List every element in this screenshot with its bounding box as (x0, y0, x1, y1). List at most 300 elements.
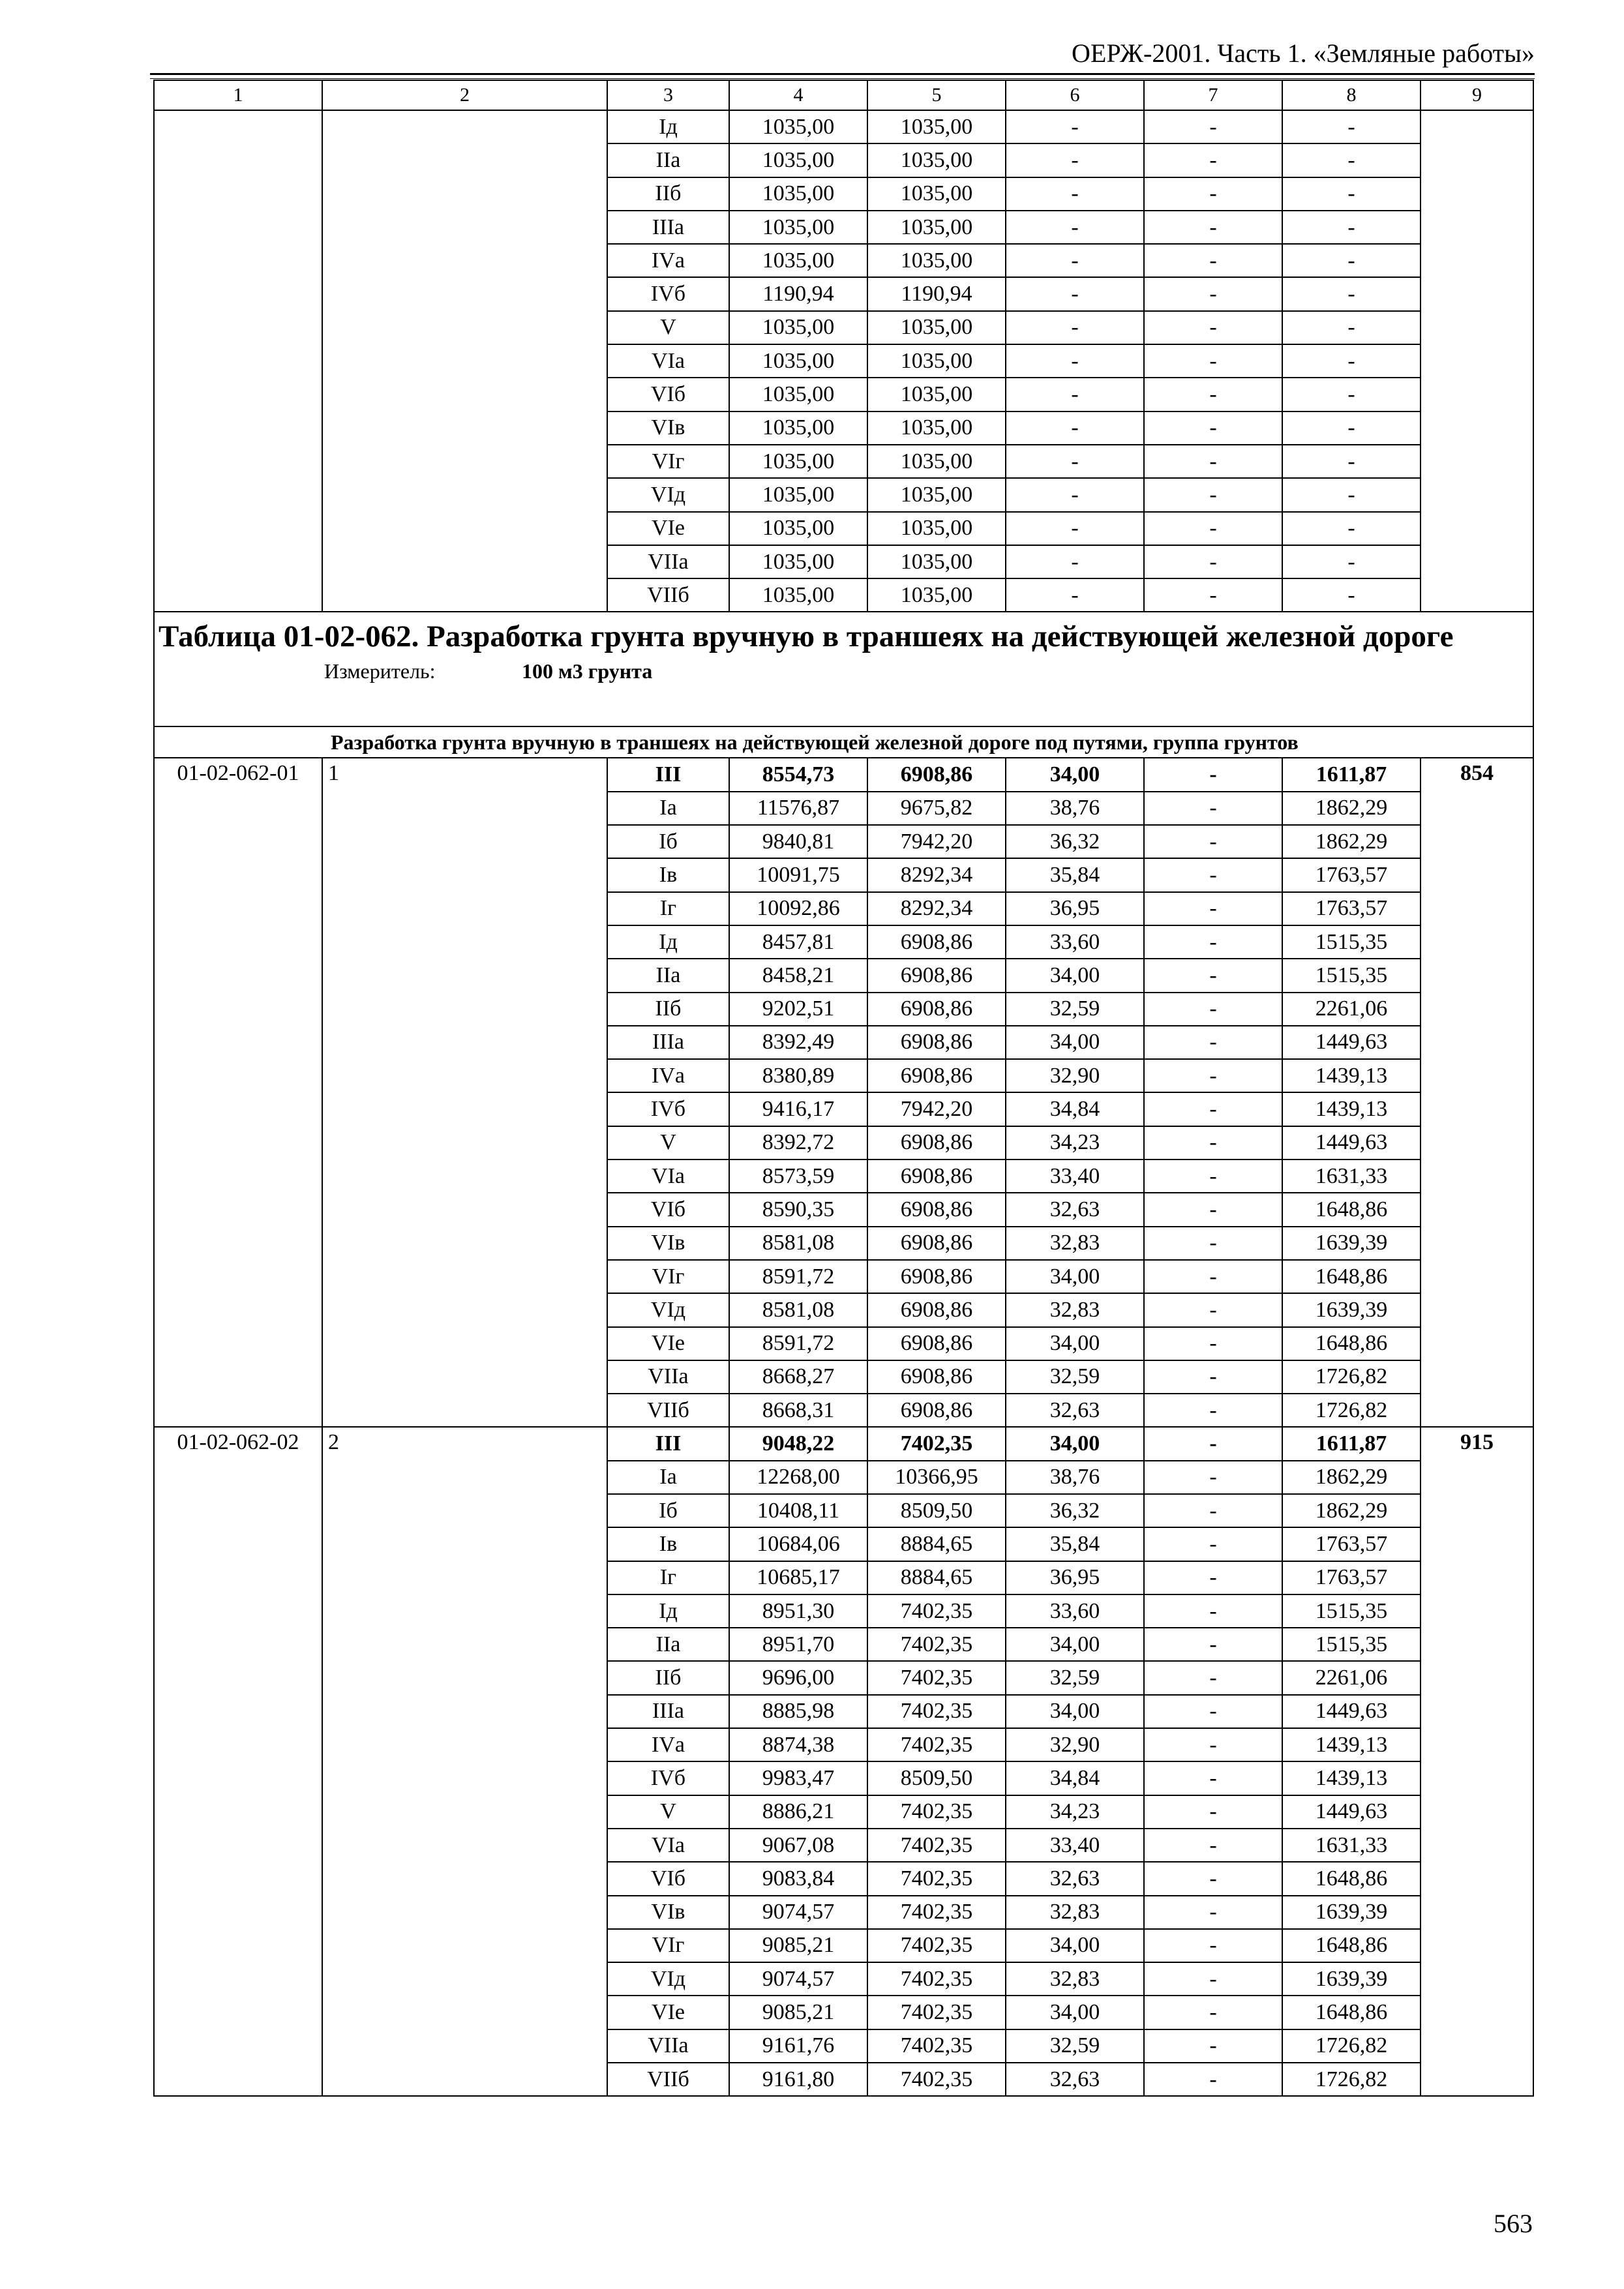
data-cell: 1035,00 (867, 445, 1006, 478)
column-number-row (154, 80, 1533, 110)
rate-number: 1 (322, 758, 607, 1427)
rate-number: 2 (322, 1427, 607, 2096)
data-cell: - (1006, 177, 1144, 211)
data-cell: Iа (607, 1461, 729, 1494)
data-cell: III (607, 758, 729, 791)
data-cell: 1035,00 (729, 311, 867, 344)
data-cell: 32,83 (1006, 1962, 1144, 1996)
data-cell: - (1144, 993, 1282, 1026)
description-cell-blank (322, 110, 607, 612)
data-cell: 6908,86 (867, 925, 1006, 959)
data-cell: VIе (607, 1996, 729, 2029)
header-rule-thick (150, 73, 1535, 75)
data-cell: 32,63 (1006, 1394, 1144, 1427)
data-cell: Iг (607, 892, 729, 925)
data-cell: IVа (607, 244, 729, 277)
data-cell: 8874,38 (729, 1728, 867, 1761)
data-cell: 1035,00 (729, 378, 867, 411)
data-cell: 8554,73 (729, 758, 867, 791)
data-cell: - (1144, 1494, 1282, 1527)
data-cell: - (1144, 1092, 1282, 1126)
data-cell: IIIа (607, 1026, 729, 1059)
column-number-cell: 7 (1144, 80, 1282, 110)
data-cell: - (1144, 1695, 1282, 1728)
data-cell: 7402,35 (867, 1795, 1006, 1829)
data-cell: - (1144, 1594, 1282, 1628)
data-cell: 1862,29 (1282, 792, 1421, 825)
data-cell: 32,63 (1006, 1862, 1144, 1895)
data-cell: - (1282, 478, 1421, 511)
data-cell: 6908,86 (867, 993, 1006, 1026)
data-cell: - (1144, 1996, 1282, 2029)
data-cell: 1035,00 (867, 478, 1006, 511)
data-cell: 34,00 (1006, 1695, 1144, 1728)
data-cell: 1035,00 (867, 110, 1006, 143)
data-cell: 36,32 (1006, 1494, 1144, 1527)
data-cell: - (1144, 892, 1282, 925)
data-cell: 1035,00 (867, 244, 1006, 277)
data-cell: - (1006, 143, 1144, 177)
data-cell: 1035,00 (729, 110, 867, 143)
data-cell: 8591,72 (729, 1327, 867, 1360)
data-cell: 1035,00 (867, 578, 1006, 612)
data-cell: 1035,00 (867, 143, 1006, 177)
data-cell: 38,76 (1006, 792, 1144, 825)
data-cell: 9161,80 (729, 2063, 867, 2096)
data-cell: 11576,87 (729, 792, 867, 825)
data-cell: VIе (607, 512, 729, 545)
data-cell: - (1144, 1962, 1282, 1996)
data-cell: 8886,21 (729, 1795, 867, 1829)
data-cell: 1648,86 (1282, 1193, 1421, 1226)
data-cell: 36,95 (1006, 892, 1144, 925)
data-cell: - (1144, 1159, 1282, 1193)
data-cell: 32,59 (1006, 1661, 1144, 1694)
data-cell: 7402,35 (867, 1862, 1006, 1895)
data-cell: - (1144, 1394, 1282, 1427)
data-cell: - (1144, 1527, 1282, 1561)
rate-code: 01-02-062-02 (154, 1427, 322, 2096)
data-cell: - (1282, 411, 1421, 445)
data-cell: 8668,31 (729, 1394, 867, 1427)
data-cell: 8457,81 (729, 925, 867, 959)
data-cell: 35,84 (1006, 1527, 1144, 1561)
data-cell: 33,60 (1006, 925, 1144, 959)
data-cell: 8581,08 (729, 1227, 867, 1260)
data-cell: - (1006, 512, 1144, 545)
data-cell: 9840,81 (729, 825, 867, 858)
data-cell: 1449,63 (1282, 1126, 1421, 1159)
data-cell: - (1282, 445, 1421, 478)
data-cell: 7402,35 (867, 1427, 1006, 1460)
data-cell: - (1144, 445, 1282, 478)
data-cell: 1035,00 (867, 344, 1006, 378)
data-cell: 34,84 (1006, 1761, 1144, 1795)
data-cell: Iб (607, 1494, 729, 1527)
data-cell: - (1144, 1193, 1282, 1226)
data-cell: VIIб (607, 1394, 729, 1427)
data-cell: - (1282, 143, 1421, 177)
data-cell: 12268,00 (729, 1461, 867, 1494)
data-cell: 7402,35 (867, 1628, 1006, 1661)
data-cell: 6908,86 (867, 1126, 1006, 1159)
data-cell: IVб (607, 1761, 729, 1795)
data-cell: VIв (607, 1227, 729, 1260)
data-cell: 10366,95 (867, 1461, 1006, 1494)
data-cell: 34,00 (1006, 1996, 1144, 2029)
data-cell: - (1144, 110, 1282, 143)
data-cell: 1035,00 (729, 244, 867, 277)
data-cell: - (1144, 2029, 1282, 2063)
data-cell: 7402,35 (867, 1996, 1006, 2029)
data-cell: 10091,75 (729, 858, 867, 891)
data-cell: - (1006, 378, 1144, 411)
data-cell: - (1144, 959, 1282, 992)
data-cell: - (1144, 1761, 1282, 1795)
data-cell: VIа (607, 1829, 729, 1862)
data-cell: 8509,50 (867, 1761, 1006, 1795)
data-cell: 1515,35 (1282, 959, 1421, 992)
data-cell: - (1006, 344, 1144, 378)
data-cell: 8590,35 (729, 1193, 867, 1226)
data-cell: - (1006, 244, 1144, 277)
data-cell: 1763,57 (1282, 892, 1421, 925)
data-cell: - (1144, 1427, 1282, 1460)
data-cell: 34,23 (1006, 1795, 1144, 1829)
data-cell: IVб (607, 1092, 729, 1126)
data-cell: VIб (607, 1193, 729, 1226)
data-cell: Iг (607, 1561, 729, 1594)
data-cell: 1035,00 (867, 311, 1006, 344)
data-cell: - (1144, 1260, 1282, 1293)
data-cell: 6908,86 (867, 1327, 1006, 1360)
table-row (154, 1427, 1533, 1460)
data-cell: 9074,57 (729, 1962, 867, 1996)
data-cell: 9983,47 (729, 1761, 867, 1795)
column-number-cell: 1 (154, 80, 322, 110)
data-cell: VIа (607, 1159, 729, 1193)
data-cell: - (1144, 344, 1282, 378)
data-cell: IIб (607, 177, 729, 211)
data-cell: IIа (607, 1628, 729, 1661)
data-cell: Iв (607, 1527, 729, 1561)
data-cell: 8885,98 (729, 1695, 867, 1728)
data-cell: 7402,35 (867, 1661, 1006, 1694)
data-cell: 1862,29 (1282, 825, 1421, 858)
data-cell: 1035,00 (729, 211, 867, 244)
data-cell: 1035,00 (729, 512, 867, 545)
table-title-row (154, 612, 1533, 726)
data-cell: 32,59 (1006, 2029, 1144, 2063)
data-cell: 34,00 (1006, 1026, 1144, 1059)
data-cell: 8458,21 (729, 959, 867, 992)
data-cell: 7402,35 (867, 1829, 1006, 1862)
data-cell: VIв (607, 1896, 729, 1929)
data-cell: - (1282, 378, 1421, 411)
data-cell: 7402,35 (867, 1929, 1006, 1962)
data-cell: VIг (607, 1260, 729, 1293)
data-cell: 2261,06 (1282, 993, 1421, 1026)
data-cell: - (1006, 311, 1144, 344)
measure-label: Измеритель: (324, 659, 436, 683)
data-cell: 10408,11 (729, 1494, 867, 1527)
table-row (154, 110, 1533, 143)
data-cell: 10092,86 (729, 892, 867, 925)
data-cell: 10684,06 (729, 1527, 867, 1561)
data-cell: 6908,86 (867, 959, 1006, 992)
data-cell: 8884,65 (867, 1527, 1006, 1561)
data-cell: - (1144, 277, 1282, 310)
column-number-cell: 5 (867, 80, 1006, 110)
data-cell: 32,90 (1006, 1728, 1144, 1761)
data-cell: - (1144, 1795, 1282, 1829)
data-cell: 1035,00 (729, 411, 867, 445)
data-cell: VIг (607, 1929, 729, 1962)
data-cell: - (1144, 545, 1282, 578)
data-cell: 7942,20 (867, 825, 1006, 858)
data-cell: 1035,00 (867, 211, 1006, 244)
data-cell: IVб (607, 277, 729, 310)
data-cell: 38,76 (1006, 1461, 1144, 1494)
data-cell: VIд (607, 1293, 729, 1326)
data-cell: - (1144, 1461, 1282, 1494)
data-cell: 9048,22 (729, 1427, 867, 1460)
data-cell: 1648,86 (1282, 1929, 1421, 1962)
data-cell: - (1144, 1293, 1282, 1326)
data-cell: - (1144, 858, 1282, 891)
data-cell: 1648,86 (1282, 1260, 1421, 1293)
data-cell: - (1282, 110, 1421, 143)
data-cell: VIIа (607, 1360, 729, 1394)
data-cell: 32,59 (1006, 1360, 1144, 1394)
data-cell: - (1282, 311, 1421, 344)
data-cell: IIб (607, 1661, 729, 1694)
data-cell: 8668,27 (729, 1360, 867, 1394)
data-cell: 8951,70 (729, 1628, 867, 1661)
data-cell: 36,95 (1006, 1561, 1144, 1594)
data-cell: - (1144, 244, 1282, 277)
data-cell: - (1006, 211, 1144, 244)
data-cell: - (1144, 1728, 1282, 1761)
data-cell: - (1144, 211, 1282, 244)
data-cell: 8380,89 (729, 1059, 867, 1092)
data-cell: 34,00 (1006, 1327, 1144, 1360)
data-cell: - (1144, 1126, 1282, 1159)
data-cell: - (1144, 758, 1282, 791)
data-cell: Iв (607, 858, 729, 891)
data-cell: 35,84 (1006, 858, 1144, 891)
data-cell: 1862,29 (1282, 1494, 1421, 1527)
data-cell: - (1144, 378, 1282, 411)
column-number-cell: 4 (729, 80, 867, 110)
data-cell: 1035,00 (729, 578, 867, 612)
data-cell: V (607, 311, 729, 344)
data-cell: - (1282, 211, 1421, 244)
data-cell: 1648,86 (1282, 1327, 1421, 1360)
data-cell: VIб (607, 1862, 729, 1895)
data-cell: 9675,82 (867, 792, 1006, 825)
data-cell: 2261,06 (1282, 1661, 1421, 1694)
data-cell: 1648,86 (1282, 1862, 1421, 1895)
data-cell: III (607, 1427, 729, 1460)
data-cell: VIIб (607, 2063, 729, 2096)
data-cell: 9067,08 (729, 1829, 867, 1862)
data-cell: 34,00 (1006, 1260, 1144, 1293)
data-cell: 8292,34 (867, 892, 1006, 925)
data-cell: 1449,63 (1282, 1795, 1421, 1829)
data-cell: 1611,87 (1282, 758, 1421, 791)
data-cell: - (1006, 545, 1144, 578)
data-cell: 1763,57 (1282, 1527, 1421, 1561)
data-cell: V (607, 1795, 729, 1829)
data-cell: - (1144, 1896, 1282, 1929)
data-cell: 1639,39 (1282, 1293, 1421, 1326)
data-cell: 8392,72 (729, 1126, 867, 1159)
data-cell: 36,32 (1006, 825, 1144, 858)
data-cell: 10685,17 (729, 1561, 867, 1594)
data-cell: IIIа (607, 1695, 729, 1728)
measure-value: 100 м3 грунта (522, 659, 653, 683)
data-cell: 1035,00 (867, 411, 1006, 445)
code-cell-blank (154, 110, 322, 612)
data-cell: - (1006, 411, 1144, 445)
data-cell: 34,00 (1006, 758, 1144, 791)
data-cell: - (1144, 1829, 1282, 1862)
data-cell: - (1144, 1862, 1282, 1895)
data-cell: VIе (607, 1327, 729, 1360)
data-cell: - (1144, 177, 1282, 211)
subheading-cell: Разработка грунта вручную в траншеях на действующей железной дороге под путями, группа грунтов (154, 726, 1533, 758)
data-cell: 34,00 (1006, 959, 1144, 992)
data-cell: 7402,35 (867, 1695, 1006, 1728)
data-cell: 6908,86 (867, 1360, 1006, 1394)
data-cell: 1035,00 (729, 177, 867, 211)
data-cell: 1439,13 (1282, 1728, 1421, 1761)
data-cell: 9074,57 (729, 1896, 867, 1929)
data-cell: - (1282, 512, 1421, 545)
data-cell: 32,83 (1006, 1896, 1144, 1929)
data-cell: 6908,86 (867, 1260, 1006, 1293)
data-cell: 1035,00 (729, 344, 867, 378)
data-cell: - (1144, 411, 1282, 445)
data-cell: - (1144, 1026, 1282, 1059)
subheading-row (154, 726, 1533, 758)
data-cell: 1190,94 (729, 277, 867, 310)
data-cell: 7402,35 (867, 1594, 1006, 1628)
rate-code: 01-02-062-01 (154, 758, 322, 1427)
data-cell: 1639,39 (1282, 1896, 1421, 1929)
data-cell: 9696,00 (729, 1661, 867, 1694)
data-cell: VIв (607, 411, 729, 445)
data-cell: 1035,00 (867, 512, 1006, 545)
data-cell: - (1144, 1327, 1282, 1360)
data-cell: VIIа (607, 2029, 729, 2063)
data-cell: - (1006, 445, 1144, 478)
data-cell: 33,60 (1006, 1594, 1144, 1628)
data-cell: 32,83 (1006, 1293, 1144, 1326)
data-cell: IIа (607, 143, 729, 177)
data-cell: 1515,35 (1282, 1628, 1421, 1661)
data-cell: 1611,87 (1282, 1427, 1421, 1460)
data-cell: 1631,33 (1282, 1829, 1421, 1862)
data-cell: VIд (607, 478, 729, 511)
data-cell: - (1144, 478, 1282, 511)
data-cell: 1035,00 (729, 478, 867, 511)
data-cell: 34,84 (1006, 1092, 1144, 1126)
data-cell: - (1144, 1628, 1282, 1661)
data-cell: - (1006, 578, 1144, 612)
data-cell: - (1144, 1059, 1282, 1092)
data-cell: 1726,82 (1282, 1394, 1421, 1427)
header-rule-thin (150, 78, 1535, 79)
data-cell: V (607, 1126, 729, 1159)
data-cell: 9416,17 (729, 1092, 867, 1126)
column-number-cell: 3 (607, 80, 729, 110)
data-cell: 6908,86 (867, 1394, 1006, 1427)
data-cell: 1648,86 (1282, 1996, 1421, 2029)
data-cell: 1035,00 (729, 143, 867, 177)
data-cell: - (1282, 244, 1421, 277)
data-cell: 6908,86 (867, 1227, 1006, 1260)
data-cell: VIб (607, 378, 729, 411)
data-cell: VIд (607, 1962, 729, 1996)
data-cell: 1035,00 (867, 177, 1006, 211)
data-cell: 32,90 (1006, 1059, 1144, 1092)
data-cell: 9085,21 (729, 1929, 867, 1962)
data-cell: 6908,86 (867, 1159, 1006, 1193)
data-cell: 1439,13 (1282, 1761, 1421, 1795)
data-cell: 6908,86 (867, 1193, 1006, 1226)
data-cell: 9085,21 (729, 1996, 867, 2029)
data-cell: 1639,39 (1282, 1227, 1421, 1260)
data-cell: 1726,82 (1282, 2029, 1421, 2063)
page-header (150, 38, 1535, 77)
data-cell: 7402,35 (867, 1896, 1006, 1929)
data-cell: 7402,35 (867, 2063, 1006, 2096)
data-cell: 33,40 (1006, 1829, 1144, 1862)
page-number: 563 (1494, 2209, 1533, 2238)
data-cell: IVа (607, 1728, 729, 1761)
column-number-cell: 6 (1006, 80, 1144, 110)
data-cell: 7402,35 (867, 1728, 1006, 1761)
data-cell: 9161,76 (729, 2029, 867, 2063)
data-cell: 8509,50 (867, 1494, 1006, 1527)
data-cell: 8591,72 (729, 1260, 867, 1293)
table-title-cell (154, 612, 1533, 726)
data-cell: 32,83 (1006, 1227, 1144, 1260)
data-cell: VIа (607, 344, 729, 378)
data-cell: IIа (607, 959, 729, 992)
data-cell: 1439,13 (1282, 1092, 1421, 1126)
data-cell: - (1282, 578, 1421, 612)
data-cell: - (1144, 578, 1282, 612)
column-number-cell: 9 (1421, 80, 1533, 110)
data-cell: 1763,57 (1282, 858, 1421, 891)
data-cell: 32,59 (1006, 993, 1144, 1026)
data-cell: 33,40 (1006, 1159, 1144, 1193)
table-row (154, 758, 1533, 791)
data-cell: Iд (607, 110, 729, 143)
data-cell: 8951,30 (729, 1594, 867, 1628)
data-cell: 34,23 (1006, 1126, 1144, 1159)
data-cell: Iб (607, 825, 729, 858)
data-cell: VIIб (607, 578, 729, 612)
data-cell: 1639,39 (1282, 1962, 1421, 1996)
data-cell: 32,63 (1006, 2063, 1144, 2096)
data-cell: - (1282, 545, 1421, 578)
table-body (154, 80, 1533, 2096)
measure-row (158, 655, 1529, 684)
